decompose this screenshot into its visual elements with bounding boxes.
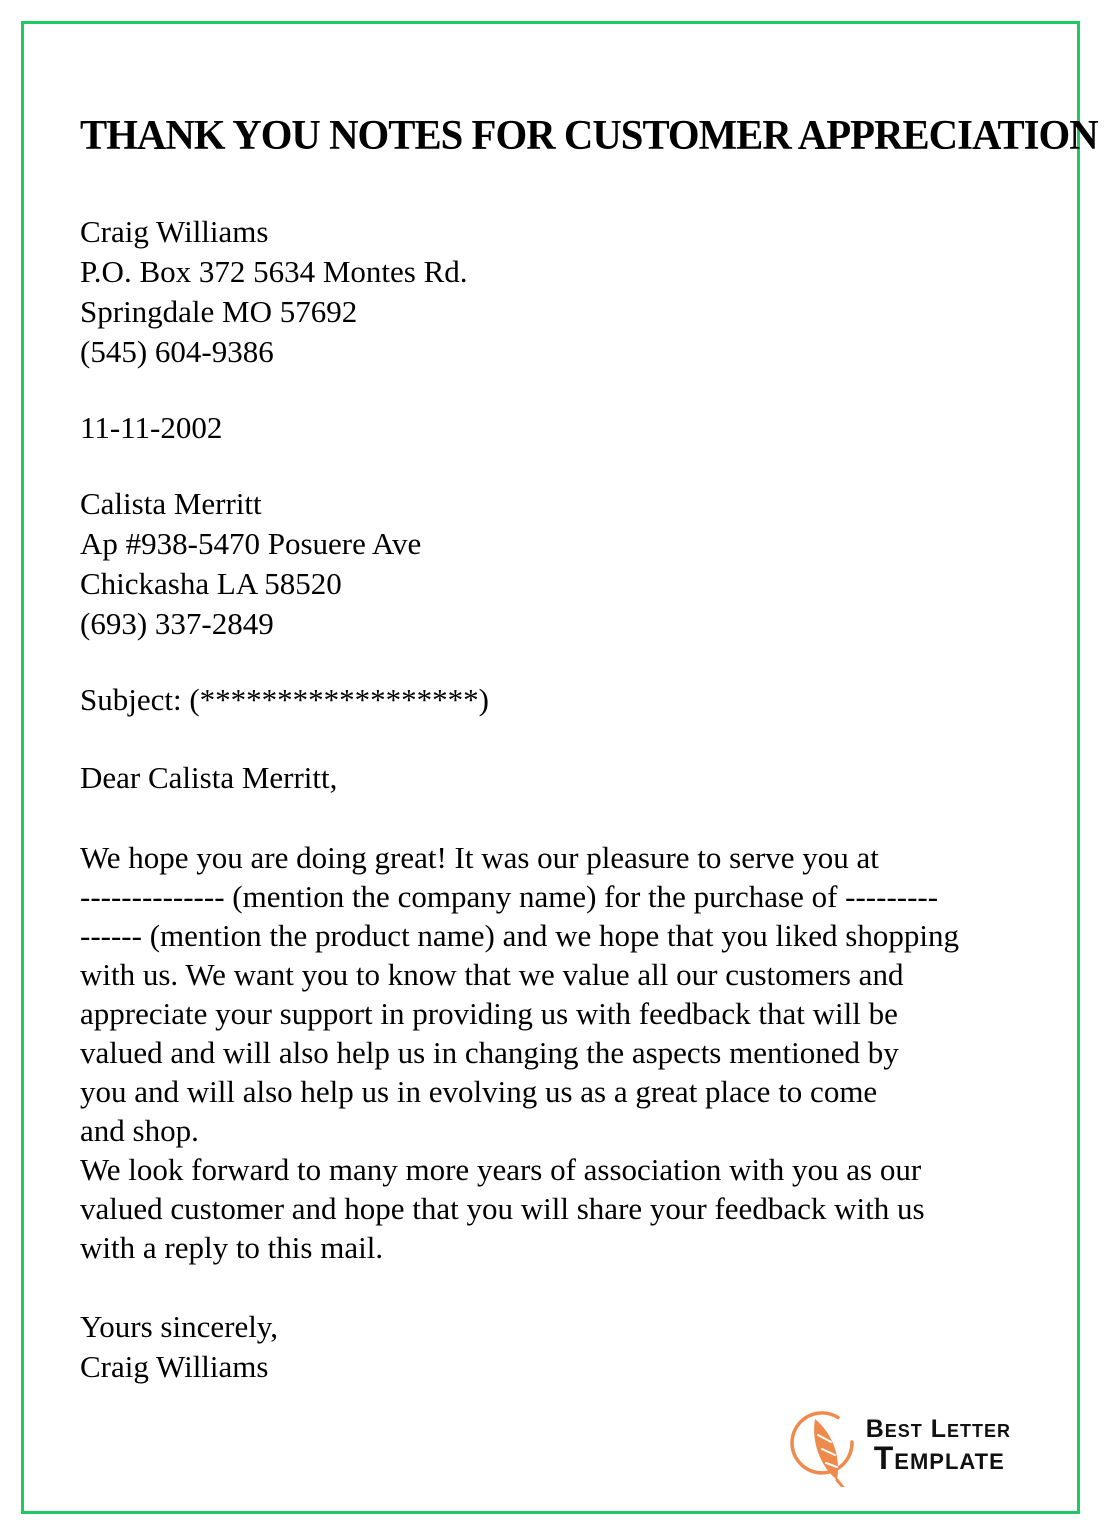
closing-phrase: Yours sincerely, [80,1309,279,1345]
body-line: valued and will also help us in changing the aspects mentioned by [80,1035,899,1071]
sender-block [80,212,1035,372]
body-line: -------------- (mention the company name) for the purchase of --------- [80,879,939,915]
brand-name-line2: Template [873,1440,1005,1477]
letter-title: THANK YOU NOTES FOR CUSTOMER APPRECIATION [80,113,1098,159]
page-border-frame [21,21,1098,1514]
body-line: We hope you are doing great! It was our pleasure to serve you at [80,840,879,876]
subject-line: Subject: (******************) [80,682,489,718]
sender-name: Craig Williams [80,214,269,250]
recipient-address-line1: Ap #938-5470 Posuere Ave [80,526,422,562]
letter-date: 11-11-2002 [80,410,223,446]
recipient-block [80,484,1035,644]
body-line: valued customer and hope that you will share your feedback with us [80,1191,925,1227]
brand-logo [786,1405,1011,1487]
body-line: with us. We want you to know that we value all our customers and [80,957,904,993]
brand-name-line1: Best Letter [865,1415,1011,1444]
body-line: We look forward to many more years of association with you as our [80,1152,922,1188]
body-line: you and will also help us in evolving us as a great place to come [80,1074,878,1110]
letter-content [24,24,1098,1511]
sender-address-line2: Springdale MO 57692 [80,294,358,330]
sender-address-line1: P.O. Box 372 5634 Montes Rd. [80,254,468,290]
recipient-address-line2: Chickasha LA 58520 [80,566,342,602]
sender-phone: (545) 604-9386 [80,334,274,370]
feather-icon [786,1405,858,1487]
recipient-name: Calista Merritt [80,486,262,522]
body-line: with a reply to this mail. [80,1230,384,1266]
body-line: ------ (mention the product name) and we hope that you liked shopping [80,918,959,954]
salutation: Dear Calista Merritt, [80,760,338,796]
recipient-phone: (693) 337-2849 [80,606,274,642]
signature-name: Craig Williams [80,1349,269,1385]
letter-body [80,838,1035,1267]
body-line: appreciate your support in providing us with feedback that will be [80,996,898,1032]
body-line: and shop. [80,1113,199,1149]
closing-block [80,1307,1035,1387]
brand-text [866,1416,1011,1476]
